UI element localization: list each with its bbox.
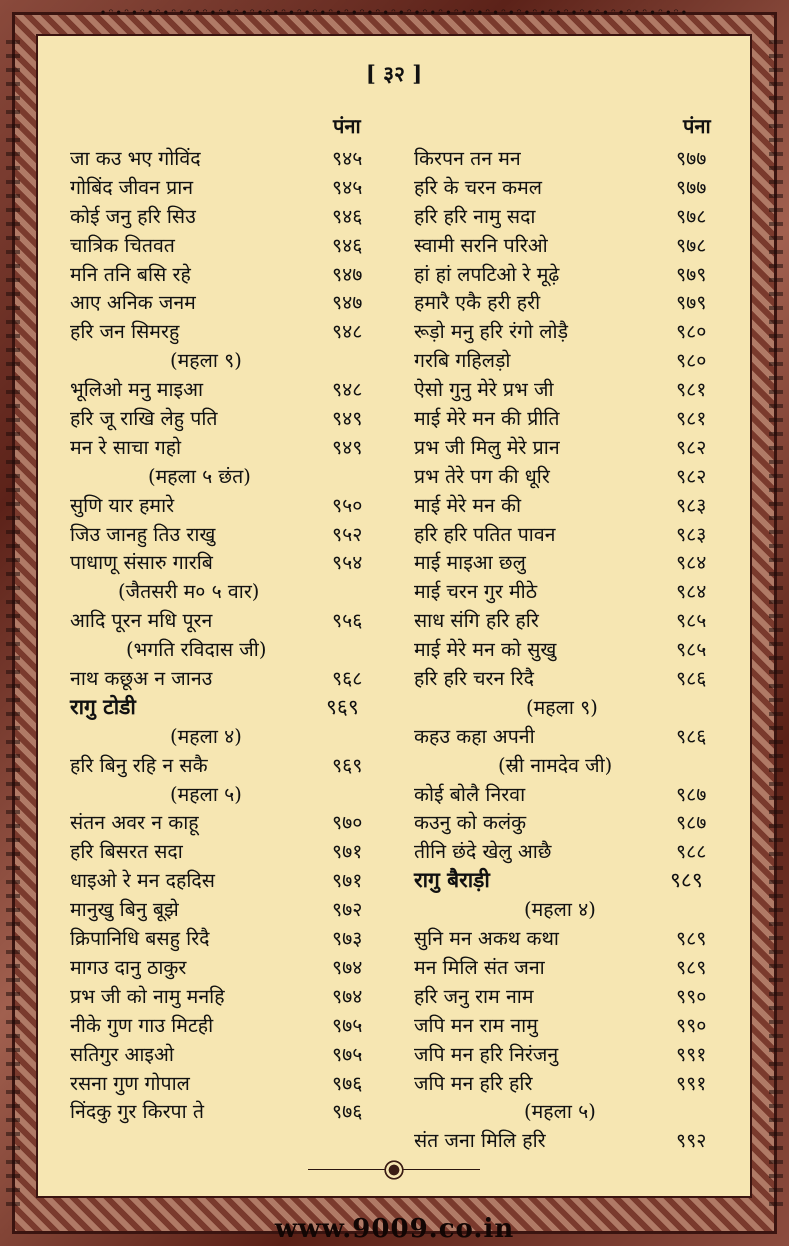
entry-page-number: ९८७ [676,811,707,835]
entry-title: साध संगि हरि हरि [414,609,539,633]
page-number: [ ३२ ] [365,61,423,86]
entry-title: (महला ४) [524,898,596,922]
entry-title: पाधाणू संसारु गारबि [70,551,213,575]
entry-title: हरि जन सिमरहु [70,320,180,344]
entry-title: रूड़ो मनु हरि रंगो लोड़ै [414,320,569,344]
entry-page-number: ९९२ [676,1129,707,1153]
entry-page-number: ९८९ [670,868,703,893]
entry-title: मन रे साचा गहो [70,435,182,459]
entry-title: धाइओ रे मन दहदिस [70,869,215,893]
entry-title: हरि बिसरत सदा [70,840,183,864]
entry-title: आए अनिक जनम [70,291,196,315]
entry-page-number: ९८५ [676,638,707,662]
entry-page-number: ९८६ [676,724,707,748]
entry-page-number: ९९१ [676,1042,707,1066]
entry-page-number: ९४६ [332,204,363,228]
entry-title: सतिगुर आइओ [70,1042,174,1066]
entry-title: प्रभ जी मिलु मेरे प्रान [414,435,560,459]
entry-page-number: ९४५ [332,147,363,170]
entry-page-number: ९८५ [676,609,707,633]
entry-title: (महला ९) [526,695,598,719]
entry-page-number: ९७८ [676,204,707,228]
entry-title: कउनु को कलंकु [414,811,527,835]
entry-title: ऐसो गुनु मेरे प्रभ जी [414,378,554,402]
entry-title: कहउ कहा अपनी [414,724,535,748]
entry-page-number: ९८० [676,349,707,373]
entry-page-number: ९५६ [332,609,363,633]
entry-title: जपि मन हरि हरि [414,1071,533,1095]
entry-title: तीनि छंदे खेलु आछै [414,840,552,864]
entry-page-number: ९४५ [332,175,363,199]
entry-title: माई चरन गुर मीठे [414,580,538,604]
entry-page-number: ९८० [676,320,707,344]
entry-title: हरि जनु राम नाम [414,984,534,1008]
entry-title: मानुखु बिनु बूझे [70,898,179,922]
entry-title: सुणि यार हमारे [70,493,175,517]
entry-title: नाथ कछूअ न जानउ [70,667,213,691]
entry-title: हरि के चरन कमल [414,175,542,199]
entry-page-number: ९४७ [332,291,363,315]
entry-title: हरि बिनु रहि न सकै [70,753,208,777]
entry-page-number: ९७१ [332,840,363,864]
entry-page-number: ९९१ [676,1071,707,1095]
entry-title: माई मेरे मन की प्रीति [414,407,560,431]
entry-page-number: ९४८ [332,378,363,402]
ornamental-divider [308,1160,480,1180]
entry-title: (भगति रविदास जी) [126,638,267,662]
entry-title: प्रभ तेरे पग की धूरि [414,464,550,488]
entry-page-number: ९४७ [332,262,363,286]
entry-page-number: ९७७ [676,147,707,170]
entry-page-number: ९८९ [676,955,707,979]
entry-title: रागु टोडी [70,693,136,719]
entry-page-number: ९४८ [332,320,363,344]
entry-title: जिउ जानहु तिउ राखु [70,522,216,546]
entry-title: आदि पूरन मधि पूरन [70,609,213,633]
entry-page-number: ९८३ [676,493,707,517]
entry-page-number: ९६८ [332,667,363,691]
entry-page-number: ९७८ [676,233,707,257]
entry-title: हां हां लपटिओ रे मूढ़े [414,262,560,286]
entry-title: सुनि मन अकथ कथा [414,927,559,951]
entry-page-number: ९७९ [676,291,707,315]
entry-title: माई मेरे मन को सुखु [414,638,557,662]
entry-page-number: ९८१ [676,378,707,402]
entry-title: जपि मन हरि निरंजनु [414,1042,559,1066]
entry-page-number: ९६९ [332,753,363,777]
entry-title: हरि हरि चरन रिदै [414,667,534,691]
entry-page-number: ९४९ [332,407,363,431]
entry-page-number: ९७५ [332,1013,363,1037]
entry-title: (महला ९) [170,349,242,373]
entry-title: रसना गुण गोपाल [70,1071,190,1095]
entry-page-number: ९८४ [676,551,707,575]
entry-title: (महला ५ छंत) [148,464,251,488]
entry-page-number: ९९० [676,1013,707,1037]
left-ornament [6,40,20,1206]
left-column-header: पंना [333,114,361,138]
entry-page-number: ९४६ [332,233,363,257]
entry-title: संत जना मिलि हरि [414,1129,546,1153]
entry-page-number: ९८६ [676,667,707,691]
entry-page-number: ९५४ [332,551,363,575]
entry-page-number: ९७४ [332,955,363,979]
entry-page-number: ९७६ [332,1100,363,1124]
entry-page-number: ९७० [332,811,363,835]
entry-title: हरि जू राखि लेहु पति [70,407,218,431]
entry-page-number: ९४९ [332,435,363,459]
entry-title: मनि तनि बसि रहे [70,262,191,286]
entry-page-number: ९६९ [326,694,359,719]
entry-page-number: ९७२ [332,898,363,922]
entry-title: हरि हरि नामु सदा [414,204,536,228]
entry-title: (महला ५) [524,1100,596,1124]
footer-url: www.9009.co.in [274,1214,515,1244]
entry-page-number: ९९० [676,984,707,1008]
right-column-header: पंना [683,114,711,138]
entry-title: स्वामी सरनि परिओ [414,233,548,257]
entry-title: निंदकु गुर किरपा ते [70,1100,204,1124]
entry-title: भूलिओ मनु माइआ [70,378,204,402]
entry-title: (महला ५) [170,782,242,806]
entry-page-number: ९५२ [332,522,363,546]
entry-page-number: ९८७ [676,782,707,806]
entry-title: किरपन तन मन [414,147,521,170]
entry-title: मन मिलि संत जना [414,955,545,979]
entry-title: कोई बोलै निरवा [414,782,526,806]
index-page [36,34,752,1198]
entry-page-number: ९७७ [676,175,707,199]
entry-title: चात्रिक चितवत [70,233,175,257]
entry-page-number: ९७५ [332,1042,363,1066]
entry-title: क्रिपानिधि बसहु रिदै [70,927,210,951]
entry-title: जपि मन राम नामु [414,1013,538,1037]
entry-page-number: ९७४ [332,984,363,1008]
top-ornament: •ᵔ•ᵔ•ᵔ•ᵔ•ᵔ•ᵔ•ᵔ•ᵔ•ᵔ•ᵔ•ᵔ•ᵔ•ᵔ•ᵔ•ᵔ•ᵔ•ᵔ•ᵔ•ᵔ•ᵔ•ᵔ•ᵔ•ᵔ•ᵔ•ᵔ•ᵔ•ᵔ•ᵔ•ᵔ•ᵔ•ᵔ•ᵔ•ᵔ•ᵔ•ᵔ•ᵔ•ᵔ• [99,6,690,20]
entry-page-number: ९८९ [676,927,707,951]
entry-title: (स्री नामदेव जी) [498,753,613,777]
entry-title: माई माइआ छलु [414,551,526,575]
entry-title: माई मेरे मन की [414,493,522,517]
entry-page-number: ९८२ [676,464,707,488]
entry-title: नीके गुण गाउ मिटही [70,1013,214,1037]
entry-title: (जैतसरी म० ५ वार) [118,580,260,604]
entry-page-number: ९८३ [676,522,707,546]
entry-page-number: ९८८ [676,840,707,864]
entry-title: कोई जनु हरि सिउ [70,204,196,228]
entry-title: संतन अवर न काहू [70,811,199,835]
entry-page-number: ९७९ [676,262,707,286]
entry-title: गरबि गहिलड़ो [414,349,511,373]
entry-title: हमारै एकै हरी हरी [414,291,541,315]
entry-page-number: ९७६ [332,1071,363,1095]
entry-page-number: ९५० [332,493,363,517]
entry-page-number: ९८१ [676,407,707,431]
entry-title: रागु बैराड़ी [414,867,490,893]
entry-page-number: ९८२ [676,435,707,459]
divider-knot-ornament [380,1160,408,1180]
entry-page-number: ९८४ [676,580,707,604]
entry-title: गोबिंद जीवन प्रान [70,175,194,199]
entry-title: प्रभ जी को नामु मनहि [70,984,225,1008]
entry-title: जा कउ भए गोविंद [70,147,201,170]
entry-page-number: ९७१ [332,869,363,893]
right-ornament [769,40,783,1206]
entry-page-number: ९७३ [332,927,363,951]
entry-title: हरि हरि पतित पावन [414,522,556,546]
entry-title: मागउ दानु ठाकुर [70,955,187,979]
entry-title: (महला ४) [170,724,242,748]
